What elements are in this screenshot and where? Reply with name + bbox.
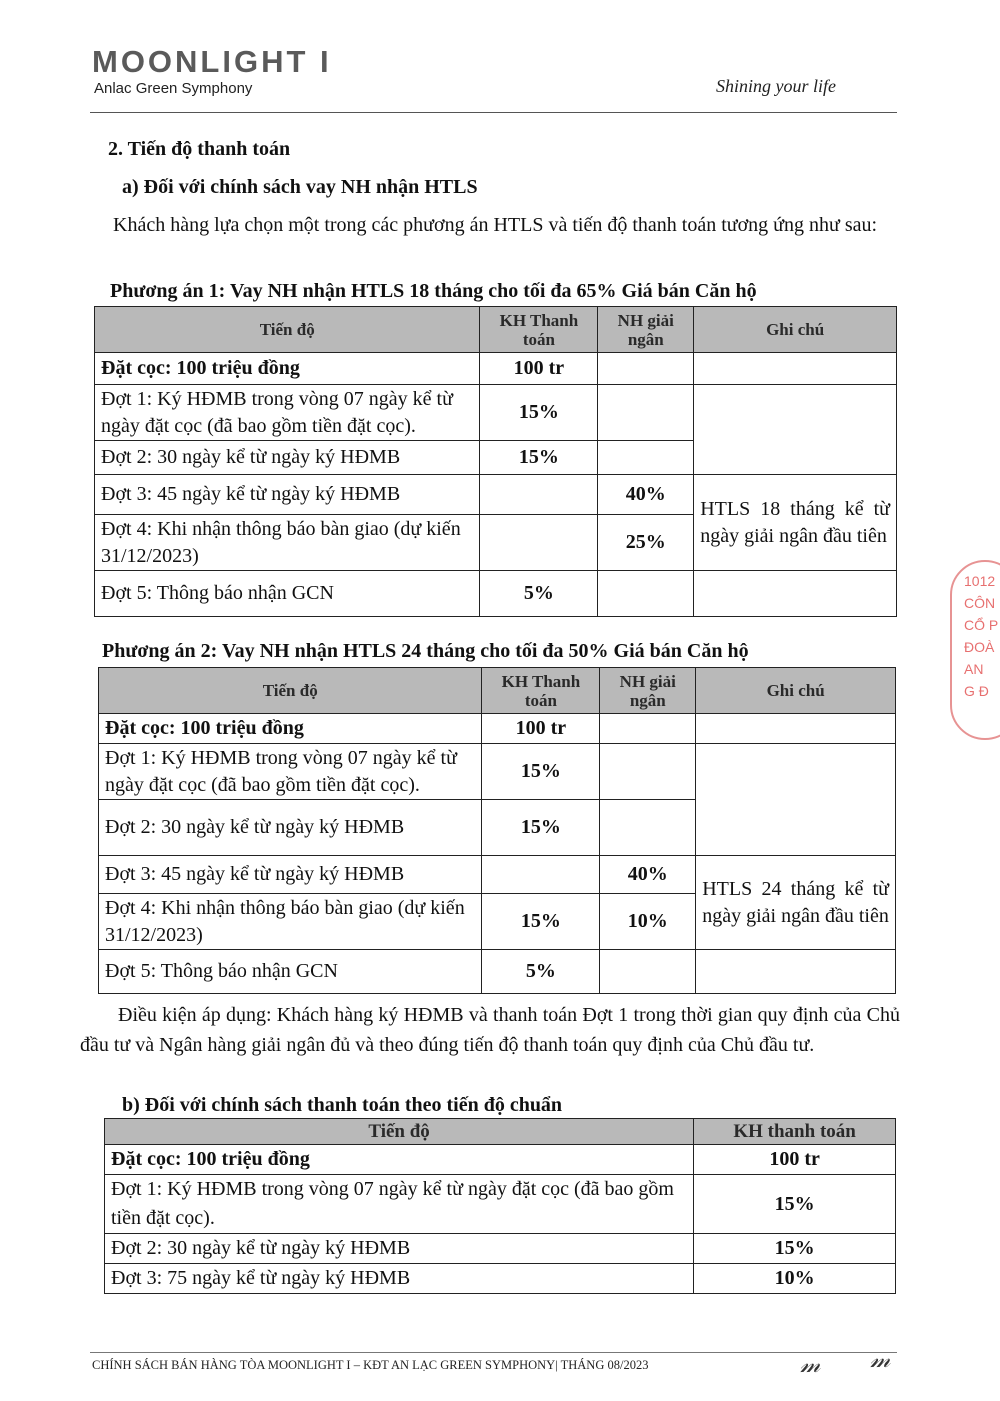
nh-cell xyxy=(598,571,694,617)
header-cell: KH Thanh toán xyxy=(482,668,600,714)
stage-cell: Đặt cọc: 100 triệu đồng xyxy=(95,353,480,385)
stage-cell: Đợt 1: Ký HĐMB trong vòng 07 ngày kể từ ngày đặt cọc (đã bao gồm tiền đặt cọc). xyxy=(105,1175,694,1234)
stage-cell: Đợt 3: 75 ngày kể từ ngày ký HĐMB xyxy=(105,1264,694,1294)
kh-cell: 5% xyxy=(482,950,600,994)
header-cell: Ghi chú xyxy=(696,668,896,714)
nh-cell xyxy=(598,441,694,475)
tagline: Shining your life xyxy=(716,76,836,96)
brand-logo: MOONLIGHT I xyxy=(92,44,332,79)
stage-cell: Đợt 3: 45 ngày kể từ ngày ký HĐMB xyxy=(99,856,482,894)
header-cell: KH Thanh toán xyxy=(480,307,598,353)
nh-cell: 10% xyxy=(600,894,696,950)
nh-cell xyxy=(598,353,694,385)
stage-cell: Đợt 4: Khi nhận thông báo bàn giao (dự kiến 31/12/2023) xyxy=(95,515,480,571)
kh-cell xyxy=(482,856,600,894)
nh-cell xyxy=(598,385,694,441)
header-cell: KH thanh toán xyxy=(694,1119,896,1145)
stamp-text: CÔN xyxy=(964,595,996,611)
section-title: 2. Tiến độ thanh toán xyxy=(108,138,291,160)
kh-cell: 15% xyxy=(480,441,598,475)
footer-divider xyxy=(90,1352,897,1353)
stage-cell: Đợt 2: 30 ngày kể từ ngày ký HĐMB xyxy=(99,800,482,856)
header-cell: Tiến độ xyxy=(95,307,480,353)
kh-cell: 15% xyxy=(482,744,600,800)
kh-cell: 100 tr xyxy=(482,714,600,744)
note-cell: HTLS 18 tháng kể từ ngày giải ngân đầu tiên xyxy=(694,475,897,571)
nh-cell: 25% xyxy=(598,515,694,571)
stage-cell: Đợt 5: Thông báo nhận GCN xyxy=(95,571,480,617)
standard-table xyxy=(104,1118,896,1294)
header-cell: NH giải ngân xyxy=(598,307,694,353)
header-cell: NH giải ngân xyxy=(600,668,696,714)
nh-cell: 40% xyxy=(600,856,696,894)
note-cell xyxy=(696,950,896,994)
nh-cell: 40% xyxy=(598,475,694,515)
note-cell xyxy=(696,744,896,856)
stamp-text: CỔ P xyxy=(964,617,999,633)
stage-cell: Đợt 2: 30 ngày kể từ ngày ký HĐMB xyxy=(105,1234,694,1264)
header-cell: Ghi chú xyxy=(694,307,897,353)
stamp-text: AN xyxy=(964,661,984,677)
subsection-a-title: a) Đối với chính sách vay NH nhận HTLS xyxy=(122,176,478,198)
stamp-text: ĐOÀ xyxy=(964,639,995,655)
company-stamp xyxy=(950,560,1000,740)
plan2-table xyxy=(98,667,896,994)
header-divider xyxy=(90,112,897,113)
kh-cell xyxy=(480,475,598,515)
stage-cell: Đợt 1: Ký HĐMB trong vòng 07 ngày kể từ ngày đặt cọc (đã bao gồm tiền đặt cọc). xyxy=(95,385,480,441)
stage-cell: Đợt 1: Ký HĐMB trong vòng 07 ngày kể từ ngày đặt cọc (đã bao gồm tiền đặt cọc). xyxy=(99,744,482,800)
kh-cell xyxy=(480,515,598,571)
stamp-text: 1012 xyxy=(964,573,996,589)
brand-subtitle: Anlac Green Symphony xyxy=(94,80,253,97)
signature-mark: 𝓂 xyxy=(870,1345,891,1373)
note-cell xyxy=(696,714,896,744)
stamp-text: G Đ xyxy=(964,683,989,699)
kh-cell: 15% xyxy=(694,1234,896,1264)
plan2-caption: Phương án 2: Vay NH nhận HTLS 24 tháng cho tối đa 50% Giá bán Căn hộ xyxy=(102,640,749,662)
stage-cell: Đợt 4: Khi nhận thông báo bàn giao (dự kiến 31/12/2023) xyxy=(99,894,482,950)
stage-cell: Đợt 2: 30 ngày kể từ ngày ký HĐMB xyxy=(95,441,480,475)
kh-cell: 10% xyxy=(694,1264,896,1294)
signature-mark: 𝓂 xyxy=(800,1350,821,1378)
stage-cell: Đặt cọc: 100 triệu đồng xyxy=(99,714,482,744)
header-cell: Tiến độ xyxy=(105,1119,694,1145)
kh-cell: 100 tr xyxy=(480,353,598,385)
kh-cell: 15% xyxy=(482,800,600,856)
footer-text: CHÍNH SÁCH BÁN HÀNG TÒA MOONLIGHT I – KĐT AN LẠC GREEN SYMPHONY| THÁNG 08/2023 xyxy=(92,1358,649,1372)
stage-cell: Đợt 5: Thông báo nhận GCN xyxy=(99,950,482,994)
kh-cell: 15% xyxy=(482,894,600,950)
kh-cell: 15% xyxy=(480,385,598,441)
plan1-caption: Phương án 1: Vay NH nhận HTLS 18 tháng cho tối đa 65% Giá bán Căn hộ xyxy=(110,280,757,302)
stage-cell: Đặt cọc: 100 triệu đồng xyxy=(105,1145,694,1175)
note-cell xyxy=(694,353,897,385)
kh-cell: 15% xyxy=(694,1175,896,1234)
note-cell: HTLS 24 tháng kể từ ngày giải ngân đầu tiên xyxy=(696,856,896,950)
nh-cell xyxy=(600,800,696,856)
stage-cell: Đợt 3: 45 ngày kể từ ngày ký HĐMB xyxy=(95,475,480,515)
intro-paragraph: Khách hàng lựa chọn một trong các phương án HTLS và tiến độ thanh toán tương ứng như sau: xyxy=(113,214,878,236)
nh-cell xyxy=(600,714,696,744)
header-cell: Tiến độ xyxy=(99,668,482,714)
kh-cell: 100 tr xyxy=(694,1145,896,1175)
condition-paragraph: Điều kiện áp dụng: Khách hàng ký HĐMB và thanh toán Đợt 1 trong thời gian quy định của Chủ đầu tư và Ngân hàng giải ngân đủ và theo đúng tiến độ thanh toán quy định của Chủ đầu tư. xyxy=(80,1004,900,1056)
nh-cell xyxy=(600,950,696,994)
plan1-table xyxy=(94,306,897,617)
nh-cell xyxy=(600,744,696,800)
note-cell xyxy=(694,385,897,475)
note-cell xyxy=(694,571,897,617)
kh-cell: 5% xyxy=(480,571,598,617)
subsection-b-title: b) Đối với chính sách thanh toán theo tiến độ chuẩn xyxy=(122,1094,563,1116)
